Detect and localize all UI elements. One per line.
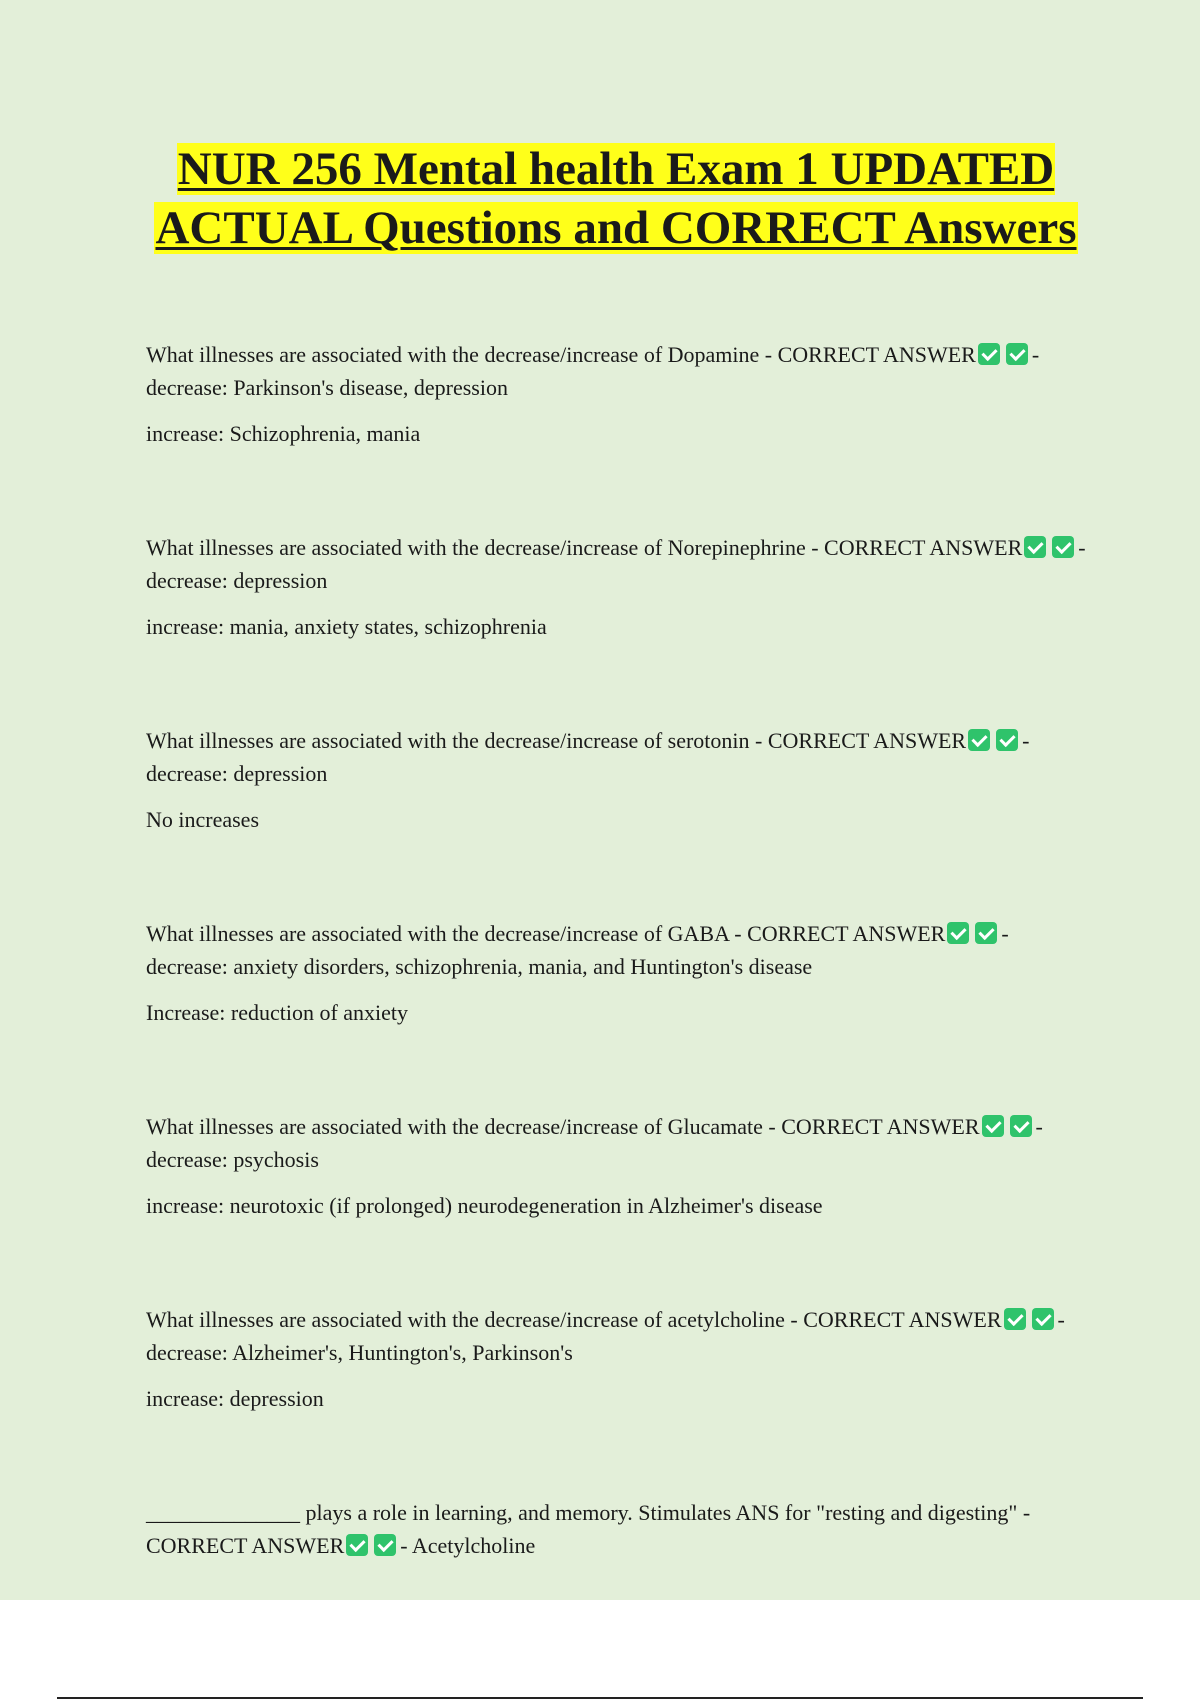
check-mark-icon <box>975 922 997 944</box>
qa-item <box>146 1496 1086 1562</box>
check-mark-icon <box>1006 343 1028 365</box>
qa-list <box>146 338 1086 1643</box>
check-mark-icon <box>982 1115 1004 1137</box>
qa-question-line <box>146 724 1086 790</box>
document-title <box>146 140 1086 258</box>
qa-question: What illnesses are associated with the decrease/increase of serotonin - CORRECT ANSWER <box>146 728 967 753</box>
qa-item <box>146 338 1086 450</box>
qa-answer: - decrease: anxiety disorders, schizophrenia, mania, and Huntington's disease <box>146 921 1009 979</box>
qa-question: ______________ plays a role in learning, and memory. Stimulates ANS for "resting and digesting" - CORRECT ANSWER <box>146 1500 1031 1558</box>
qa-question-line <box>146 338 1086 404</box>
qa-question-line <box>146 1303 1086 1369</box>
check-mark-icon <box>374 1534 396 1556</box>
qa-question: What illnesses are associated with the decrease/increase of Norepinephrine - CORRECT ANSWER <box>146 535 1023 560</box>
check-mark-icon <box>1032 1308 1054 1330</box>
check-mark-icon <box>996 729 1018 751</box>
qa-answer-extra: increase: Schizophrenia, mania <box>146 421 421 446</box>
check-mark-icon <box>978 343 1000 365</box>
qa-question: What illnesses are associated with the decrease/increase of Glucamate - CORRECT ANSWER <box>146 1114 980 1139</box>
document-title-text: NUR 256 Mental health Exam 1 UPDATED ACTUAL Questions and CORRECT Answers <box>155 143 1077 254</box>
qa-answer: - decrease: Parkinson's disease, depression <box>146 342 1040 400</box>
check-mark-icon <box>346 1534 368 1556</box>
check-mark-icon <box>1004 1308 1026 1330</box>
qa-item <box>146 1110 1086 1222</box>
qa-item <box>146 1303 1086 1415</box>
qa-question: What illnesses are associated with the decrease/increase of acetylcholine - CORRECT ANSWER <box>146 1307 1002 1332</box>
qa-answer-extra: No increases <box>146 807 260 832</box>
check-mark-icon <box>1052 536 1074 558</box>
qa-question: What illnesses are associated with the decrease/increase of GABA - CORRECT ANSWER <box>146 921 946 946</box>
qa-answer: - decrease: psychosis <box>146 1114 1043 1172</box>
qa-answer: - decrease: depression <box>146 728 1030 786</box>
qa-answer: - decrease: Alzheimer's, Huntington's, Parkinson's <box>146 1307 1065 1365</box>
qa-answer: - decrease: depression <box>146 535 1086 593</box>
qa-question-line <box>146 917 1086 983</box>
qa-question-line <box>146 1110 1086 1176</box>
qa-answer-extra: increase: depression <box>146 1386 324 1411</box>
footer-divider <box>57 1697 1143 1699</box>
qa-question-line <box>146 1496 1086 1562</box>
qa-answer-extra: Increase: reduction of anxiety <box>146 1000 409 1025</box>
qa-question: What illnesses are associated with the decrease/increase of Dopamine - CORRECT ANSWER <box>146 342 976 367</box>
qa-answer-extra: increase: neurotoxic (if prolonged) neurodegeneration in Alzheimer's disease <box>146 1193 823 1218</box>
qa-answer-extra: increase: mania, anxiety states, schizophrenia <box>146 614 547 639</box>
qa-item <box>146 724 1086 836</box>
check-mark-icon <box>947 922 969 944</box>
check-mark-icon <box>1010 1115 1032 1137</box>
qa-item <box>146 531 1086 643</box>
qa-item <box>146 917 1086 1029</box>
qa-question-line <box>146 531 1086 597</box>
check-mark-icon <box>1024 536 1046 558</box>
qa-answer: - Acetylcholine <box>400 1533 536 1558</box>
check-mark-icon <box>968 729 990 751</box>
